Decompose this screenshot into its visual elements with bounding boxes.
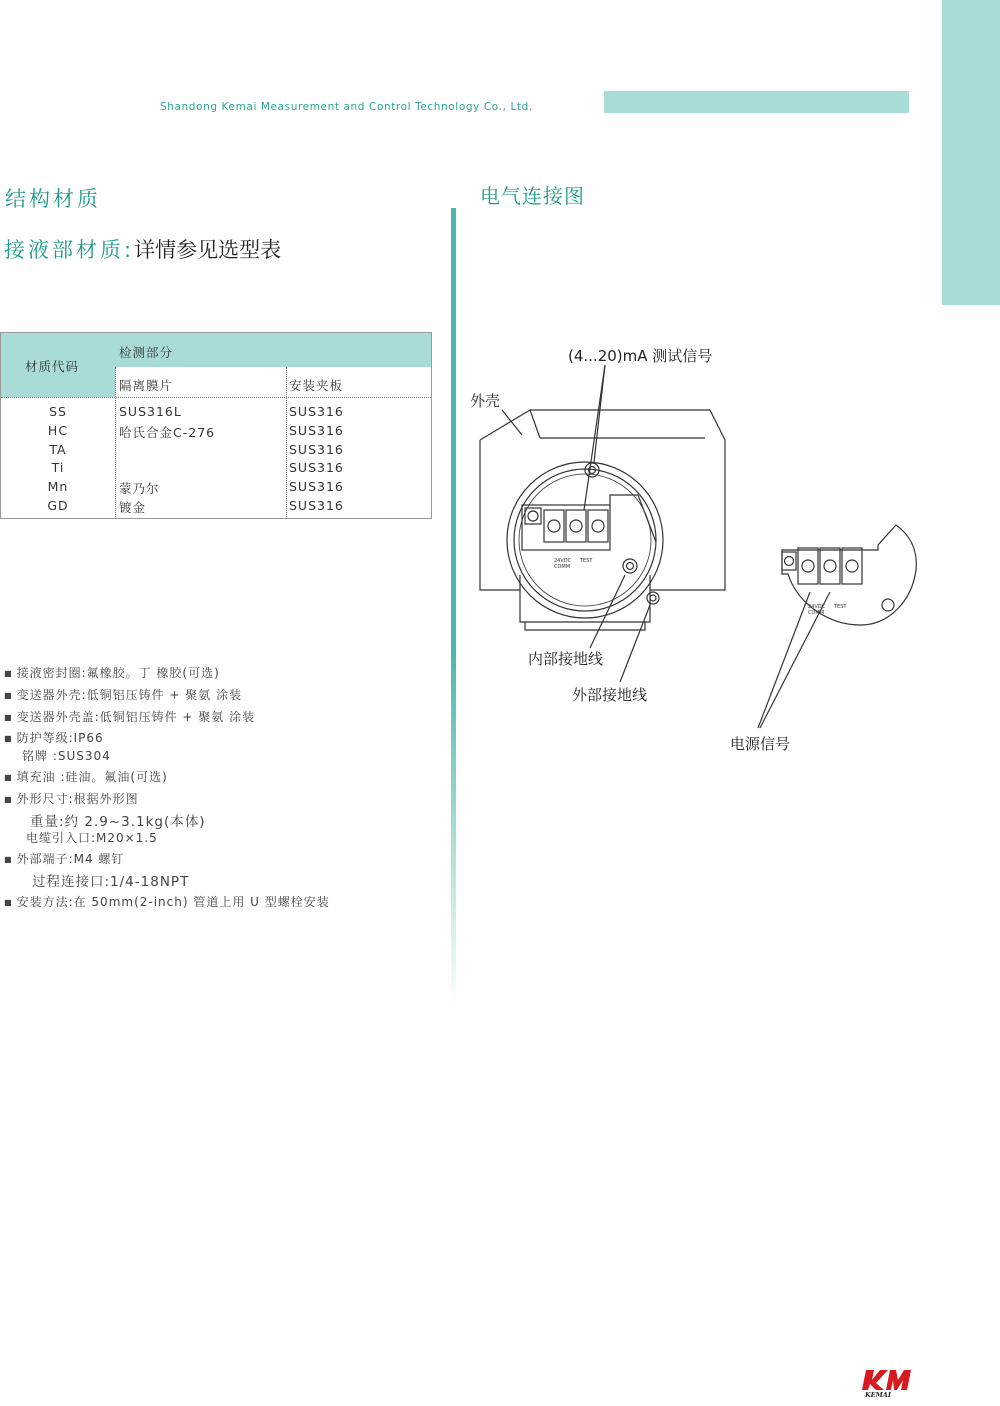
- row-plate: SUS316: [289, 442, 344, 457]
- header-divider: [1, 397, 431, 398]
- bullet-icon: ■: [4, 773, 13, 782]
- spec-item: ■ 变送器外壳:低铜铝压铸件 + 聚氨 涂装: [4, 688, 243, 702]
- plate-header: 安装夹板: [289, 378, 344, 393]
- bullet-icon: ■: [4, 855, 13, 864]
- terminal-test-text: TEST: [580, 558, 593, 564]
- spec-item: 过程连接口:1/4-18NPT: [32, 874, 190, 890]
- header-color-bar: [604, 91, 909, 113]
- spec-item: ■ 外部端子:M4 螺钉: [4, 852, 125, 866]
- kemai-logo: [862, 1368, 912, 1398]
- row-code: Mn: [47, 479, 69, 494]
- row-diaphragm: 哈氏合金C-276: [119, 425, 216, 440]
- col-divider-2: [286, 367, 287, 519]
- wetted-label: 接液部材质:: [4, 238, 135, 262]
- col-divider-1: [115, 367, 116, 519]
- row-code: TA: [49, 442, 67, 457]
- row-diaphragm: SUS316L: [119, 404, 182, 419]
- row-plate: SUS316: [289, 479, 344, 494]
- bullet-icon: ■: [4, 898, 13, 907]
- bullet-icon: ■: [4, 691, 13, 700]
- side-color-tab: [942, 0, 1000, 305]
- terminal-test-text: TEST: [834, 604, 847, 610]
- row-plate: SUS316: [289, 460, 344, 475]
- wetted-value: 详情参见选型表: [134, 238, 282, 262]
- spec-item: 铭牌 :SUS304: [22, 749, 111, 763]
- terminal-supply-text: 24VDC: [808, 604, 826, 610]
- electrical-diagram-title: 电气连接图: [480, 184, 585, 208]
- inner-ground-label: 内部接地线: [528, 650, 604, 668]
- terminal-comm-text: COMM: [554, 564, 571, 570]
- logo-text: KEMAI: [865, 1391, 891, 1398]
- spec-item: ■ 填充油 :硅油。氟油(可选): [4, 770, 168, 784]
- spec-item: ■ 防护等级:IP66: [4, 731, 104, 745]
- spec-item: ■ 外形尺寸:根据外形图: [4, 792, 139, 806]
- bullet-icon: ■: [4, 713, 13, 722]
- terminal-comm-text: COMM: [808, 610, 825, 616]
- outer-ground-label: 外部接地线: [572, 686, 648, 704]
- bullet-icon: ■: [4, 734, 13, 743]
- row-code: Ti: [51, 460, 65, 475]
- bullet-icon: ■: [4, 795, 13, 804]
- diaphragm-header: 隔离膜片: [119, 378, 174, 393]
- housing-label: 外壳: [470, 392, 501, 410]
- row-plate: SUS316: [289, 404, 344, 419]
- power-signal-label: 电源信号: [730, 735, 791, 753]
- spec-item: ■ 安装方法:在 50mm(2-inch) 管道上用 U 型螺栓安装: [4, 895, 330, 909]
- wiring-diagram: [460, 330, 940, 750]
- spec-item: 电缆引入口:M20×1.5: [26, 831, 158, 845]
- group-header: 检测部分: [119, 345, 174, 360]
- row-code: GD: [47, 498, 69, 513]
- row-code: SS: [49, 404, 67, 419]
- row-diaphragm: 蒙乃尔: [119, 481, 160, 496]
- row-code: HC: [47, 423, 69, 438]
- row-plate: SUS316: [289, 423, 344, 438]
- company-name: Shandong Kemai Measurement and Control Technology Co., Ltd.: [160, 101, 533, 113]
- column-divider: [451, 208, 456, 1008]
- material-table: [0, 332, 432, 519]
- row-plate: SUS316: [289, 498, 344, 513]
- terminal-supply-text: 24VDC: [554, 558, 572, 564]
- bullet-icon: ■: [4, 669, 13, 678]
- spec-item: ■ 接液密封圈:氟橡胶。丁 橡胶(可选): [4, 666, 220, 680]
- spec-item: 重量:约 2.9~3.1kg(本体): [30, 814, 206, 830]
- wetted-material-heading: [4, 234, 281, 264]
- row-diaphragm: 镀金: [119, 500, 147, 515]
- test-signal-label: (4...20)mA 测试信号: [568, 347, 713, 365]
- structure-material-title: 结构材质: [5, 187, 101, 211]
- housing-outline: [480, 440, 520, 590]
- code-header: 材质代码: [25, 359, 80, 374]
- spec-item: ■ 变送器外壳盖:低铜铝压铸件 + 聚氨 涂装: [4, 710, 256, 724]
